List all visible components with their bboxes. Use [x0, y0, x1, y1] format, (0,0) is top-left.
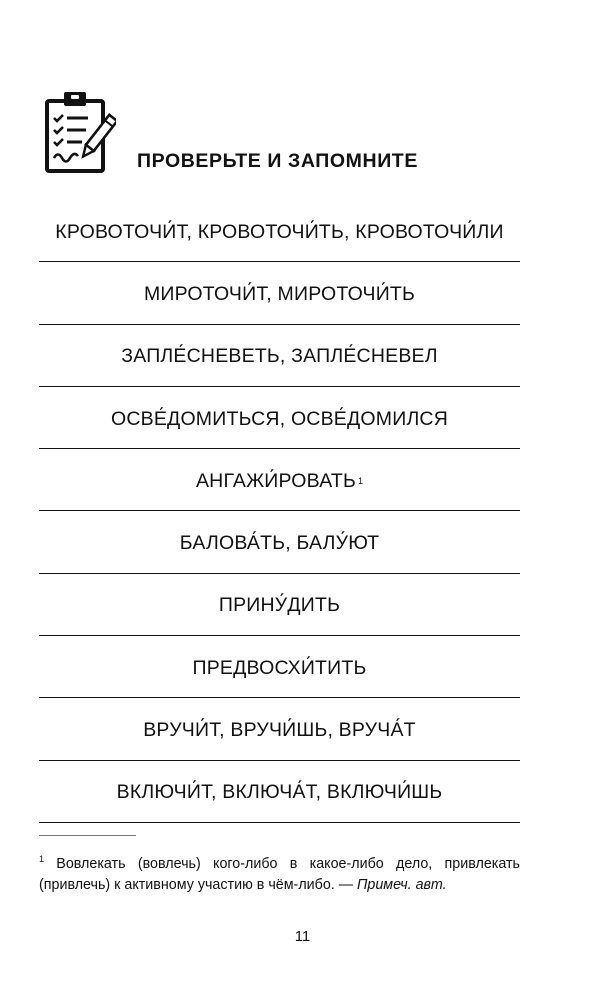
word-text: КРОВОТОЧИ́Т, КРОВОТОЧИ́ТЬ, КРОВОТОЧИ́ЛИ: [55, 220, 504, 243]
word-text: ЗАПЛЕ́СНЕВЕТЬ, ЗАПЛЕ́СНЕВЕЛ: [121, 345, 438, 368]
word-text: АНГАЖИ́РОВАТЬ: [195, 469, 357, 492]
word-row: [39, 636, 520, 698]
footnote-divider: [39, 835, 136, 836]
word-row: [39, 698, 520, 760]
word-list: [39, 200, 520, 823]
footnote-marker: 1: [39, 854, 45, 864]
word-text: ПРЕДВОСХИ́ТИТЬ: [192, 656, 367, 679]
word-text: ВРУЧИ́Т, ВРУЧИ́ШЬ, ВРУЧА́Т: [143, 719, 416, 742]
clipboard-clip-hole: [71, 95, 79, 99]
word-text: ПРИНУ́ДИТЬ: [218, 594, 341, 617]
word-row: [39, 262, 520, 324]
word-row: [39, 200, 520, 262]
section-heading: ПРОВЕРЬТЕ И ЗАПОМНИТЕ: [137, 150, 418, 172]
word-text: БАЛОВА́ТЬ, БАЛУ́ЮТ: [179, 532, 380, 555]
word-text: ВКЛЮЧИ́Т, ВКЛЮЧА́Т, ВКЛЮЧИ́ШЬ: [116, 781, 443, 804]
word-row: [39, 761, 520, 823]
footnote-reference: 1: [358, 476, 364, 487]
word-text: ОСВЕ́ДОМИТЬСЯ, ОСВЕ́ДОМИЛСЯ: [110, 407, 449, 430]
word-row: [39, 387, 520, 449]
word-text: МИРОТОЧИ́Т, МИРОТОЧИ́ТЬ: [143, 282, 416, 305]
footnote-text: Вовлекать (вовлечь) кого-либо в какое-либо дело, привлекать (привлечь) к активному участию в чём-либо. —: [39, 855, 520, 893]
word-row: [39, 449, 520, 511]
word-row: [39, 325, 520, 387]
checklist-clipboard-icon: [44, 88, 116, 174]
word-row: [39, 574, 520, 636]
page-number: 11: [294, 928, 311, 945]
footnote-author-note: Примеч. авт.: [357, 876, 447, 893]
word-row: [39, 511, 520, 573]
footnote: [39, 849, 520, 896]
